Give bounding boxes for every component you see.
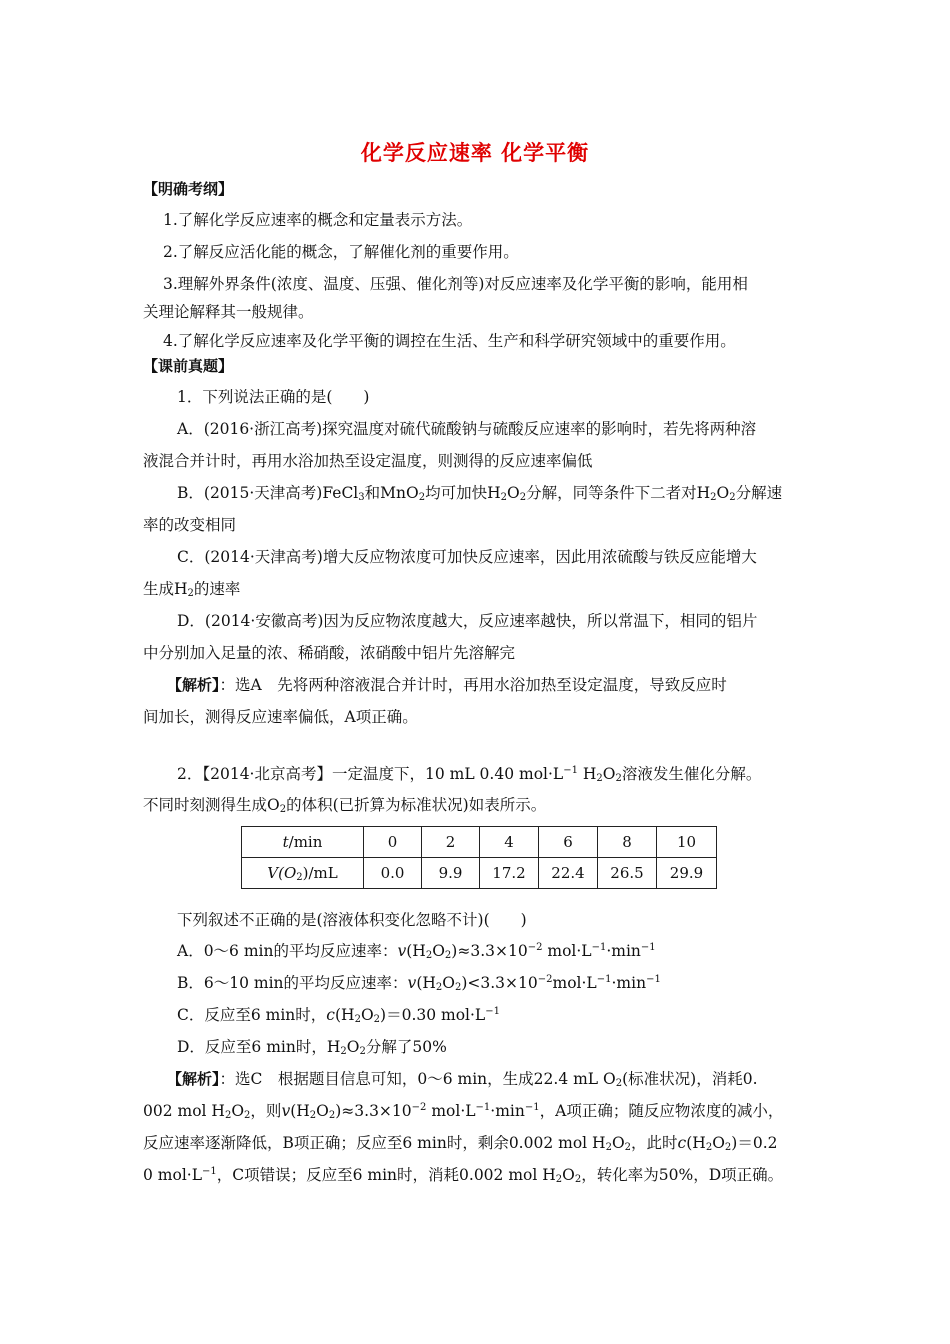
- option-2b: B．6～10 min的平均反应速率：$v(H_2O_2)<3.3\times 10^{-2}mol\cdot L^{-1}\cdot\min^{-1}$: [177, 974, 661, 993]
- data-table: [241, 826, 717, 889]
- table-cell: 22.4: [539, 858, 598, 889]
- syllabus-item: 关理论解释其一般规律。: [143, 303, 314, 321]
- analysis-label: 【解析】: [167, 1070, 220, 1088]
- option-b-line1: B．(2015·天津高考)FeCl$_3$和MnO$_2$均可加快$H_2O_2$分解，同等条件下二者对$H_2O_2$分解速: [177, 484, 783, 503]
- option-2a: A．0～6 min的平均反应速率：$v(H_2O_2)\approx 3.3\times 10^{-2}$ $mol\cdot L^{-1}\cdot\min^{-1}$: [177, 942, 656, 961]
- syllabus-item: 4.了解化学反应速率及化学平衡的调控在生活、生产和科学研究领域中的重要作用。: [163, 332, 736, 350]
- table-row-volume: [242, 858, 717, 889]
- table-cell: 26.5: [598, 858, 657, 889]
- syllabus-item: 2.了解反应活化能的概念，了解催化剂的重要作用。: [163, 243, 519, 261]
- table-cell: 9.9: [422, 858, 480, 889]
- table-cell: 2: [422, 827, 480, 858]
- question-2-ask: 下列叙述不正确的是(溶液体积变化忽略不计)( ): [177, 911, 527, 929]
- syllabus-item: 3.理解外界条件(浓度、温度、压强、催化剂等)对反应速率及化学平衡的影响，能用相: [163, 275, 748, 293]
- table-cell: 29.9: [657, 858, 717, 889]
- table-cell: 17.2: [480, 858, 539, 889]
- question-2-stem: 2．【2014·北京高考】一定温度下，10 mL 0.40 $mol\cdot L^{-1}$ $H_2O_2$溶液发生催化分解。: [177, 765, 762, 784]
- analysis-2-line4: 0 $mol\cdot L^{-1}$，C项错误；反应至6 min时，消耗0.002 mol $H_2O_2$，转化率为50%，D项正确。: [143, 1166, 784, 1185]
- table-cell: 10: [657, 827, 717, 858]
- table-cell: 0.0: [364, 858, 422, 889]
- analysis-1-line1: 【解析】：选A 先将两种溶液混合并计时，再用水浴加热至设定温度，导致反应时: [167, 676, 727, 694]
- table-cell: 6: [539, 827, 598, 858]
- option-2d: D．反应至6 min时，$H_2O_2$分解了50%: [177, 1038, 447, 1057]
- analysis-label: 【解析】: [167, 676, 220, 694]
- analysis-2-line2: 002 mol $H_2O_2$，则$v(H_2O_2)\approx 3.3\times 10^{-2}$ $mol\cdot L^{-1}\cdot\min^{-1}$，A项正确；随反应物浓度的减小，: [143, 1102, 784, 1121]
- table-cell: 8: [598, 827, 657, 858]
- option-a-line1: A．(2016·浙江高考)探究温度对硫代硫酸钠与硫酸反应速率的影响时，若先将两种溶: [177, 420, 757, 438]
- question-2-stem-line2: 不同时刻测得生成$O_2$的体积(已折算为标准状况)如表所示。: [143, 796, 547, 815]
- table-header-time: t/min: [242, 827, 364, 858]
- analysis-1-line2: 间加长，测得反应速率偏低，A项正确。: [143, 708, 418, 726]
- option-c-line1: C．(2014·天津高考)增大反应物浓度可加快反应速率，因此用浓硫酸与铁反应能增大: [177, 548, 757, 566]
- question-1-stem: 1．下列说法正确的是( ): [177, 388, 370, 406]
- option-b-line2: 率的改变相同: [143, 516, 237, 534]
- analysis-2-line1: 【解析】：选C 根据题目信息可知，0～6 min，生成22.4 mL $O_2$(标准状况)，消耗0.: [167, 1070, 758, 1089]
- table-cell: 0: [364, 827, 422, 858]
- analysis-2-line3: 反应速率逐渐降低，B项正确；反应至6 min时，剩余0.002 mol $H_2O_2$，此时$c(H_2O_2)=0.2$: [143, 1134, 778, 1153]
- syllabus-item: 1.了解化学反应速率的概念和定量表示方法。: [163, 211, 473, 229]
- option-c-line2: 生成$H_2$的速率: [143, 580, 241, 599]
- option-d-line1: D．(2014·安徽高考)因为反应物浓度越大，反应速率越快，所以常温下，相同的铝片: [177, 612, 758, 630]
- section-heading-syllabus: 【明确考纲】: [143, 180, 234, 198]
- table-header-volume: $V(O_2)/mL$: [242, 858, 364, 889]
- section-heading-exam: 【课前真题】: [143, 357, 234, 375]
- page-title: 化学反应速率 化学平衡: [360, 141, 590, 165]
- table-cell: 4: [480, 827, 539, 858]
- option-d-line2: 中分别加入足量的浓、稀硝酸，浓硝酸中铝片先溶解完: [143, 644, 516, 662]
- option-a-line2: 液混合并计时，再用水浴加热至设定温度，则测得的反应速率偏低: [143, 452, 593, 470]
- table-row-time: [242, 827, 717, 858]
- option-2c: C．反应至6 min时，$c(H_2O_2)=0.30$ $mol\cdot L^{-1}$: [177, 1006, 500, 1025]
